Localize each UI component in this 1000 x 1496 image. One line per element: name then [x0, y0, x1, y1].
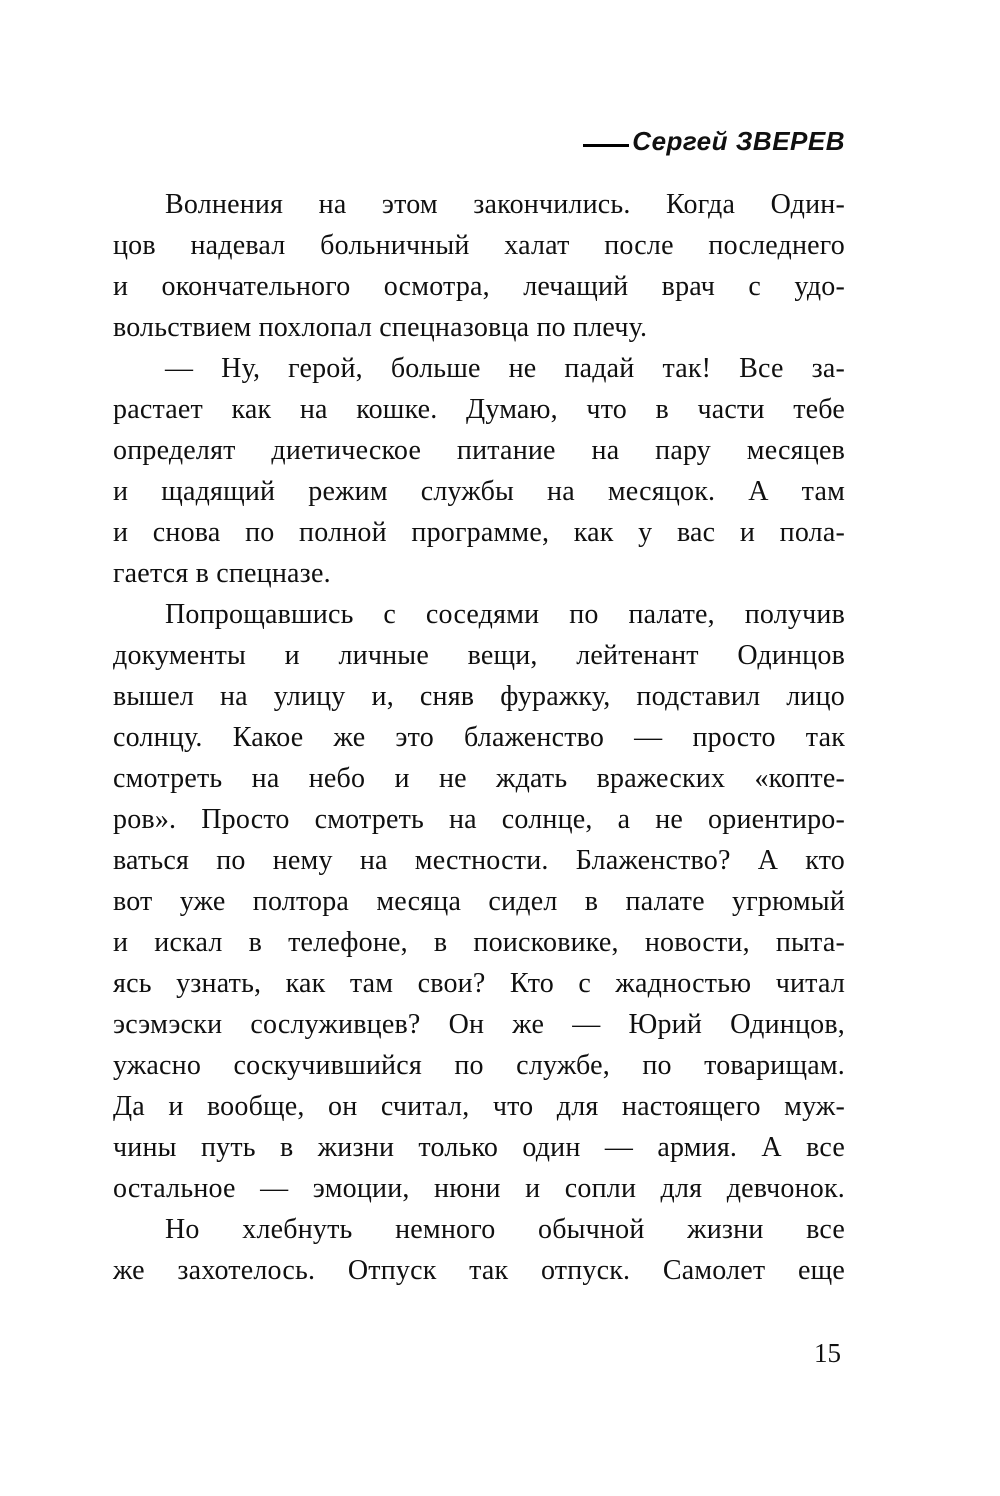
page-text	[113, 184, 845, 1291]
page-number: 15	[814, 1338, 841, 1368]
text-line: ясь узнать, как там свои? Кто с жадностью читал	[113, 968, 845, 999]
text-line: гается в спецназе.	[113, 558, 331, 589]
text-line: эсэмэски сослуживцев? Он же — Юрий Одинцов,	[113, 1009, 845, 1040]
text-line: Но хлебнуть немного обычной жизни все	[165, 1214, 845, 1245]
text-line: и снова по полной программе, как у вас и пола-	[113, 517, 845, 548]
text-line: и окончательного осмотра, лечащий врач с удо-	[113, 271, 845, 302]
text-line: чины путь в жизни только один — армия. А все	[113, 1132, 845, 1163]
text-line: определят диетическое питание на пару месяцев	[113, 435, 845, 466]
text-line: документы и личные вещи, лейтенант Одинцов	[113, 640, 845, 671]
text-line: солнцу. Какое же это блаженство — просто так	[113, 722, 845, 753]
author-name: Сергей ЗВЕРЕВ	[632, 126, 845, 156]
text-line: растает как на кошке. Думаю, что в части тебе	[113, 394, 845, 425]
paragraph	[113, 1209, 845, 1291]
paragraph	[113, 594, 845, 1209]
paragraph	[113, 348, 845, 594]
text-line: же захотелось. Отпуск так отпуск. Самолет еще	[113, 1255, 845, 1286]
text-line: ваться по нему на местности. Блаженство? А кто	[113, 845, 845, 876]
text-line: вот уже полтора месяца сидел в палате угрюмый	[113, 886, 845, 917]
text-line: и искал в телефоне, в поисковике, новости, пыта-	[113, 927, 845, 958]
text-line: цов надевал больничный халат после последнего	[113, 230, 845, 261]
text-line: Волнения на этом закончились. Когда Один-	[165, 189, 845, 220]
text-line: смотреть на небо и не ждать вражеских «копте-	[113, 763, 845, 794]
text-line: ров». Просто смотреть на солнце, а не ориентиро-	[113, 804, 845, 835]
text-line: вольствием похлопал спецназовца по плечу.	[113, 312, 648, 343]
header-rule	[583, 144, 629, 147]
text-line: Попрощавшись с соседями по палате, получив	[165, 599, 845, 630]
text-line: остальное — эмоции, нюни и сопли для девчонок.	[113, 1173, 845, 1204]
text-line: — Ну, герой, больше не падай так! Все за-	[165, 353, 845, 384]
text-line: Да и вообще, он считал, что для настоящего муж-	[113, 1091, 845, 1122]
running-header	[0, 126, 845, 157]
text-line: и щадящий режим службы на месяцок. А там	[113, 476, 845, 507]
text-line: вышел на улицу и, сняв фуражку, подставил лицо	[113, 681, 845, 712]
paragraph	[113, 184, 845, 348]
text-line: ужасно соскучившийся по службе, по товарищам.	[113, 1050, 845, 1081]
